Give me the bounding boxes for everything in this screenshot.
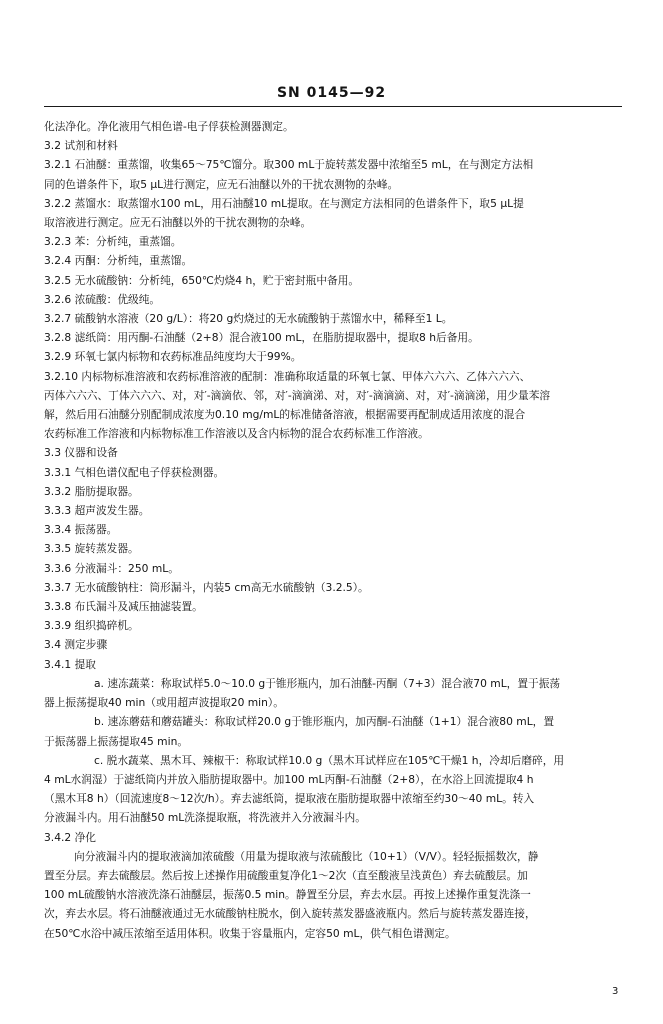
text-line: 3.2.7 硫酸钠水溶液（20 g/L）：将20 g灼烧过的无水硫酸钠于蒸馏水中，稀释至1 L。 — [44, 312, 453, 326]
text-line: 3.3.7 无水硫酸钠柱：筒形漏斗，内装5 cm高无水硫酸钠（3.2.5）。 — [44, 580, 369, 594]
standard-code: SN 0145—92 — [276, 85, 387, 101]
text-line: 3.3.5 旋转蒸发器。 — [44, 542, 139, 556]
text-line: 3.4.1 提取 — [44, 657, 96, 671]
text-line: 3.2.9 环氧七氯内标物和农药标准品纯度均大于99%。 — [44, 350, 302, 364]
text-line: 3.3.1 气相色谱仪配电子俘获检测器。 — [44, 465, 225, 479]
text-line: 3.2.2 蒸馏水：取蒸馏水100 mL，用石油醚10 mL提取。在与测定方法相同的色谱条件下，取5 μL提 — [44, 196, 524, 210]
text-line: 3.2.6 浓硫酸：优级纯。 — [44, 292, 161, 306]
text-line: 3.2.1 石油醚：重蒸馏，收集65～75℃馏分。取300 mL于旋转蒸发器中浓缩至5 mL，在与测定方法相 — [44, 158, 534, 172]
text-line: c. 脱水蔬菜、黑木耳、辣椒干：称取试样10.0 g（黑木耳试样应在105℃干燥1 h，冷却后磨碎，用 — [94, 753, 565, 767]
text-line: 4 mL水润湿）于滤纸筒内并放入脂肪提取器中。加100 mL丙酮-石油醚（2+8），在水浴上回流提取4 h — [44, 772, 534, 786]
text-line: 次，弃去水层。将石油醚液通过无水硫酸钠柱脱水，倒入旋转蒸发器盛液瓶内。然后与旋转蒸发器连接， — [44, 907, 536, 921]
text-line: 3.3.9 组织捣碎机。 — [44, 619, 139, 633]
text-line: 器上振荡提取40 min（或用超声波提取20 min）。 — [44, 696, 284, 710]
text-line: 农药标准工作溶液和内标物标准工作溶液以及含内标物的混合农药标准工作溶液。 — [44, 427, 429, 441]
text-line: 向分液漏斗内的提取液滴加浓硫酸（用量为提取液与浓硫酸比（10+1）（V/V）。轻轻振摇数次，静 — [74, 849, 539, 863]
text-line: （黑木耳8 h）（回流速度8～12次/h）。弃去滤纸筒，提取液在脂肪提取器中浓缩至约30～40 mL。转入 — [44, 792, 535, 806]
document-body — [44, 117, 624, 943]
text-line: 3.3 仪器和设备 — [44, 446, 118, 460]
header-rule — [44, 106, 622, 107]
text-line: 3.3.8 布氏漏斗及减压抽滤装置。 — [44, 600, 203, 614]
text-line: 3.4 测定步骤 — [44, 638, 108, 652]
text-line: 3.2.10 内标物标准溶液和农药标准溶液的配制：准确称取适量的环氧七氯、甲体六六六、乙体六六六、 — [44, 369, 531, 383]
text-line: 同的色谱条件下，取5 μL进行测定，应无石油醚以外的干扰农测物的杂峰。 — [44, 177, 399, 191]
page-number: 3 — [612, 986, 619, 997]
text-line: 分液漏斗内。用石油醚50 mL洗涤提取瓶，将洗液并入分液漏斗内。 — [44, 811, 366, 825]
text-line: 100 mL硫酸钠水溶液洗涤石油醚层，振荡0.5 min。静置至分层，弃去水层。再按上述操作重复洗涤一 — [44, 888, 531, 902]
text-line: 3.3.3 超声波发生器。 — [44, 504, 150, 518]
text-line: 3.2 试剂和材料 — [44, 139, 118, 153]
text-line: 3.2.3 苯：分析纯，重蒸馏。 — [44, 235, 182, 249]
text-line: 3.2.5 无水硫酸钠：分析纯，650℃灼烧4 h，贮于密封瓶中备用。 — [44, 273, 360, 287]
text-line: 化法净化。净化液用气相色谱-电子俘获检测器测定。 — [44, 120, 294, 133]
text-line: 置至分层。弃去硫酸层。然后按上述操作用硫酸重复净化1～2次（直至酸液呈浅黄色）弃去硫酸层。加 — [44, 868, 528, 882]
text-line: 3.3.2 脂肪提取器。 — [44, 484, 139, 498]
text-line: 3.2.4 丙酮：分析纯，重蒸馏。 — [44, 254, 193, 268]
text-line: 丙体六六六、丁体六六六、对，对′-滴滴依、邻，对′-滴滴涕、对，对′-滴滴滴、对，对′-滴滴涕，用少量苯溶 — [44, 388, 551, 402]
text-line: a. 速冻蔬菜：称取试样5.0～10.0 g于锥形瓶内，加石油醚-丙酮（7+3）混合液70 mL，置于振荡 — [94, 676, 561, 690]
text-line: 3.3.4 振荡器。 — [44, 523, 118, 537]
text-line: 3.3.6 分液漏斗：250 mL。 — [44, 561, 179, 575]
text-line: 解，然后用石油醚分别配制成浓度为0.10 mg/mL的标准储备溶液，根据需要再配制成适用浓度的混合 — [44, 408, 526, 422]
text-line: 3.4.2 净化 — [44, 830, 96, 844]
text-line: 3.2.8 滤纸筒：用丙酮-石油醚（2+8）混合液100 mL，在脂肪提取器中，提取8 h后备用。 — [44, 331, 479, 345]
text-line: b. 速冻蘑菇和蘑菇罐头：称取试样20.0 g于锥形瓶内，加丙酮-石油醚（1+1）混合液80 mL，置 — [94, 715, 555, 729]
text-line: 在50℃水浴中减压浓缩至适用体积。收集于容量瓶内，定容50 mL，供气相色谱测定。 — [44, 926, 456, 940]
text-line: 于振荡器上振荡提取45 min。 — [44, 734, 189, 748]
text-line: 取溶液进行测定。应无石油醚以外的干扰农测物的杂峰。 — [44, 216, 312, 230]
